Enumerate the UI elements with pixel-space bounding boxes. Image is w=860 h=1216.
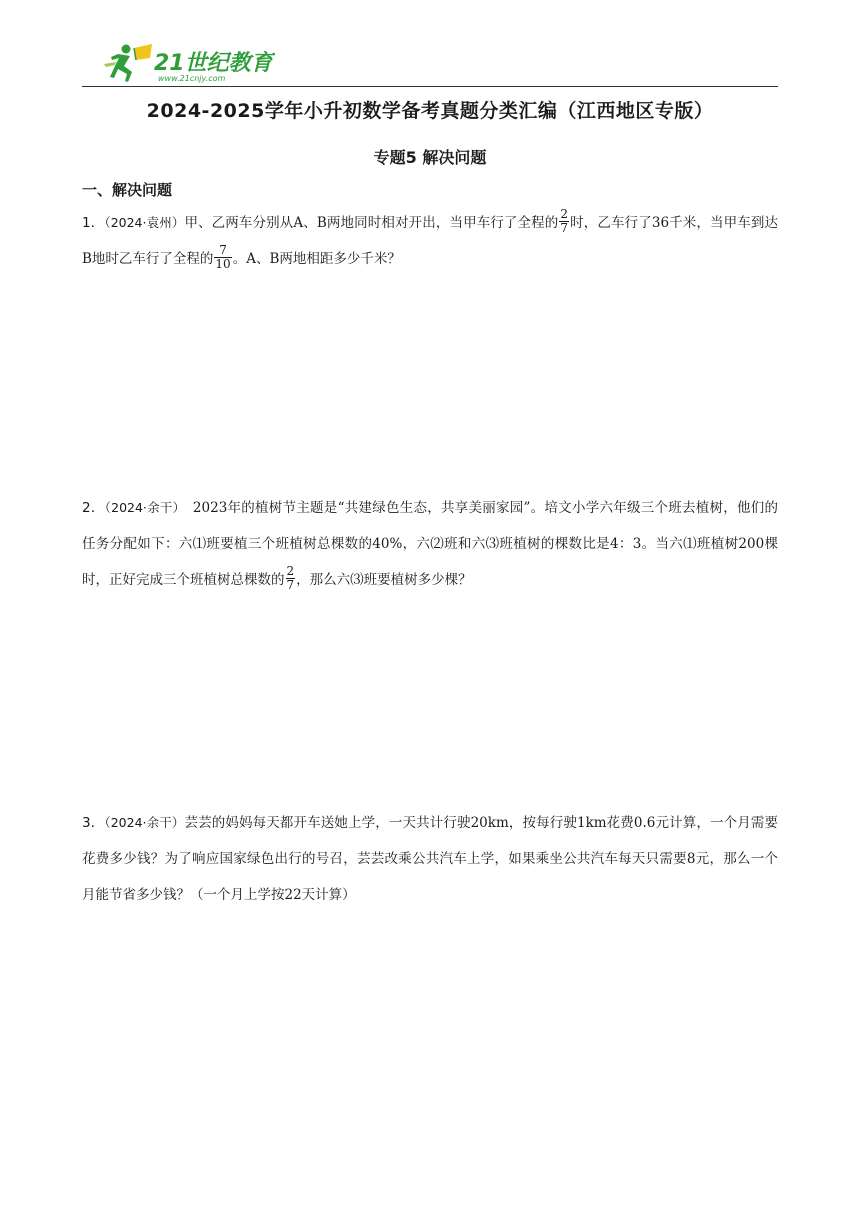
document-title: 2024-2025学年小升初数学备考真题分类汇编（江西地区专版） [146,100,714,122]
question-number: 2． [82,500,105,516]
fraction-numerator: 7 [214,244,231,258]
question-text: 时，乙车行了36千米，当甲车到达B地时乙车行了全程的 [82,215,778,267]
header-divider [82,86,778,87]
logo-url-text: www.21cnjy.com [158,74,226,83]
question-number: 3． [82,815,105,831]
fraction-denominator: 7 [286,578,295,592]
question-3 [82,805,778,913]
fraction-denominator: 10 [215,257,231,271]
question-source: （2024·袁州） [104,215,185,230]
question-2 [82,490,778,598]
fraction-numerator: 2 [560,207,569,221]
fraction [559,208,569,235]
runner-icon [104,44,152,82]
fraction-denominator: 7 [560,221,569,235]
question-text: 芸芸的妈妈每天都开车送她上学，一天共计行驶20km，按每行驶1km花费0.6元计算，一个月需要花费多少钱？为了响应国家绿色出行的号召，芸芸改乘公共汽车上学，如果乘坐公共汽车每天只需要8元，那么一个月能节省多少钱？（一个月上学按22天计算） [82,815,778,903]
question-text: ，那么六⑶班要植树多少棵？ [296,572,472,588]
question-text: 甲、乙两车分别从A、B两地同时相对开出，当甲车行了全程的 [184,215,559,231]
fraction [286,565,296,592]
section-heading: 一、解决问题 [82,181,173,199]
question-source: （2024·余干） [104,815,185,830]
question-text: 2023年的植树节主题是“共建绿色生态，共享美丽家园”。培文小学六年级三个班去植树，他们的任务分配如下：六⑴班要植三个班植树总棵数的40%，六⑵班和六⑶班植树的棵数比是4：3。当六⑴班植树200棵时，正好完成三个班植树总棵数的 [82,500,778,588]
question-1 [82,205,778,277]
fraction [214,244,231,271]
document-subtitle: 专题5 解决问题 [373,148,487,167]
logo-text: 21世纪教育 [154,51,273,76]
question-source: （2024·余干） [104,500,180,515]
fraction-numerator: 2 [286,564,295,578]
logo [100,42,275,84]
question-number: 1． [82,215,105,231]
question-text: 。A、B两地相距多少千米？ [232,251,401,267]
